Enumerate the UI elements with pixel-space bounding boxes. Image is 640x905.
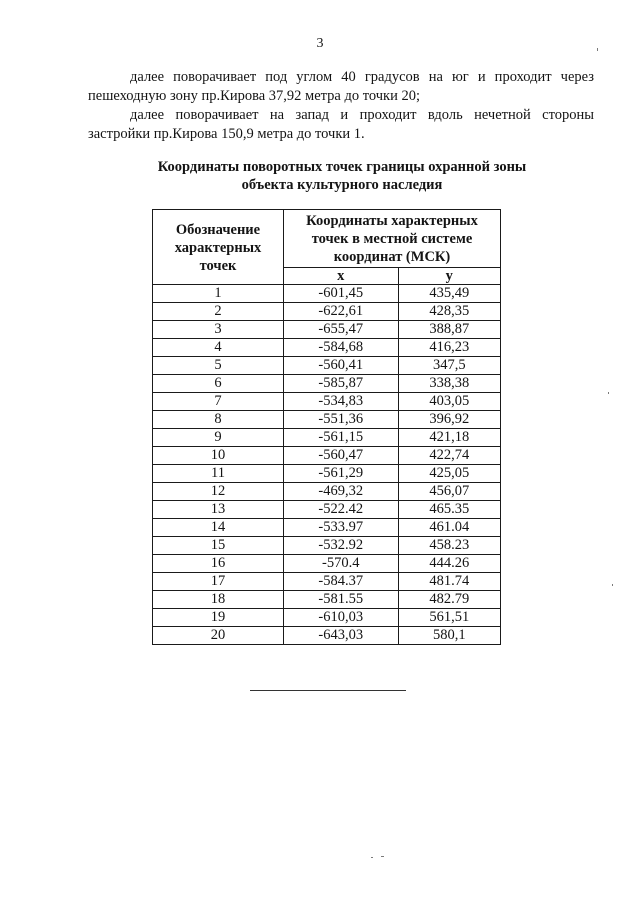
cell-x: -655,47 — [284, 321, 399, 339]
cell-point: 20 — [153, 627, 284, 645]
header-line: Обозначение — [175, 222, 261, 238]
cell-x: -601,45 — [284, 285, 399, 303]
paragraph: далее поворачивает на запад и проходит вдоль нечетной стороны застройки пр.Кирова 150,9 метра до точки 1. — [88, 107, 594, 142]
cell-y: 428,35 — [398, 303, 500, 321]
table-row — [153, 519, 501, 537]
scan-mark — [608, 392, 609, 394]
cell-x: -584.37 — [284, 573, 399, 591]
header-line: точек — [199, 258, 237, 274]
body-text — [88, 68, 594, 144]
cell-y: 422,74 — [398, 447, 500, 465]
cell-point: 19 — [153, 609, 284, 627]
table-row — [153, 537, 501, 555]
table-row — [153, 465, 501, 483]
heading-line: объекта культурного наследия — [241, 177, 443, 193]
cell-point: 8 — [153, 411, 284, 429]
table-row — [153, 411, 501, 429]
cell-x: -532.92 — [284, 537, 399, 555]
scan-mark — [371, 857, 373, 858]
table-row — [153, 393, 501, 411]
table-row — [153, 357, 501, 375]
section-heading — [100, 158, 584, 194]
cell-x: -570.4 — [284, 555, 399, 573]
cell-y: 403,05 — [398, 393, 500, 411]
cell-y: 435,49 — [398, 285, 500, 303]
header-line: Координаты характерных — [306, 213, 478, 229]
table-row — [153, 321, 501, 339]
coordinates-table — [152, 209, 501, 645]
header-coordinates — [284, 210, 501, 268]
cell-y: 425,05 — [398, 465, 500, 483]
table-row — [153, 339, 501, 357]
table-row — [153, 591, 501, 609]
cell-point: 7 — [153, 393, 284, 411]
cell-x: -534,83 — [284, 393, 399, 411]
cell-y: 561,51 — [398, 609, 500, 627]
header-x: x — [284, 268, 399, 285]
cell-x: -643,03 — [284, 627, 399, 645]
cell-point: 9 — [153, 429, 284, 447]
cell-x: -560,47 — [284, 447, 399, 465]
table-row — [153, 483, 501, 501]
table-row — [153, 375, 501, 393]
cell-point: 5 — [153, 357, 284, 375]
cell-y: 388,87 — [398, 321, 500, 339]
cell-x: -469,32 — [284, 483, 399, 501]
cell-x: -533.97 — [284, 519, 399, 537]
cell-y: 416,23 — [398, 339, 500, 357]
cell-x: -610,03 — [284, 609, 399, 627]
table-row — [153, 429, 501, 447]
cell-y: 482.79 — [398, 591, 500, 609]
cell-x: -584,68 — [284, 339, 399, 357]
page-number: 3 — [316, 36, 324, 51]
table-row — [153, 555, 501, 573]
header-row — [153, 210, 501, 268]
table-row — [153, 285, 501, 303]
scan-mark — [597, 48, 598, 51]
cell-point: 2 — [153, 303, 284, 321]
cell-y: 338,38 — [398, 375, 500, 393]
table-row — [153, 501, 501, 519]
cell-y: 465.35 — [398, 501, 500, 519]
cell-y: 580,1 — [398, 627, 500, 645]
cell-point: 17 — [153, 573, 284, 591]
cell-point: 3 — [153, 321, 284, 339]
header-line: характерных — [174, 240, 262, 256]
cell-x: -622,61 — [284, 303, 399, 321]
cell-y: 461.04 — [398, 519, 500, 537]
cell-y: 444.26 — [398, 555, 500, 573]
cell-point: 16 — [153, 555, 284, 573]
cell-y: 481.74 — [398, 573, 500, 591]
paragraph: далее поворачивает под углом 40 градусов на юг и проходит через пешеходную зону пр.Кирова 37,92 метра до точки 20; — [88, 69, 594, 104]
cell-x: -560,41 — [284, 357, 399, 375]
bottom-divider — [250, 690, 406, 691]
cell-x: -561,29 — [284, 465, 399, 483]
cell-y: 456,07 — [398, 483, 500, 501]
header-line: точек в местной системе — [311, 231, 473, 247]
table-header — [153, 210, 501, 285]
cell-x: -581.55 — [284, 591, 399, 609]
header-point-designation — [153, 210, 284, 285]
cell-point: 18 — [153, 591, 284, 609]
table-row — [153, 573, 501, 591]
cell-point: 13 — [153, 501, 284, 519]
cell-point: 1 — [153, 285, 284, 303]
cell-point: 6 — [153, 375, 284, 393]
table-body — [153, 285, 501, 645]
cell-y: 458.23 — [398, 537, 500, 555]
cell-point: 10 — [153, 447, 284, 465]
cell-x: -522.42 — [284, 501, 399, 519]
cell-point: 4 — [153, 339, 284, 357]
table-row — [153, 627, 501, 645]
cell-x: -561,15 — [284, 429, 399, 447]
header-y: y — [398, 268, 500, 285]
header-line: координат (МСК) — [333, 249, 451, 265]
cell-x: -551,36 — [284, 411, 399, 429]
cell-y: 347,5 — [398, 357, 500, 375]
heading-line: Координаты поворотных точек границы охранной зоны — [157, 159, 527, 175]
table-row — [153, 303, 501, 321]
cell-y: 396,92 — [398, 411, 500, 429]
table-row — [153, 447, 501, 465]
cell-point: 11 — [153, 465, 284, 483]
table-row — [153, 609, 501, 627]
scan-mark — [381, 856, 384, 857]
scan-mark — [612, 584, 613, 586]
cell-point: 14 — [153, 519, 284, 537]
cell-x: -585,87 — [284, 375, 399, 393]
cell-y: 421,18 — [398, 429, 500, 447]
cell-point: 12 — [153, 483, 284, 501]
cell-point: 15 — [153, 537, 284, 555]
